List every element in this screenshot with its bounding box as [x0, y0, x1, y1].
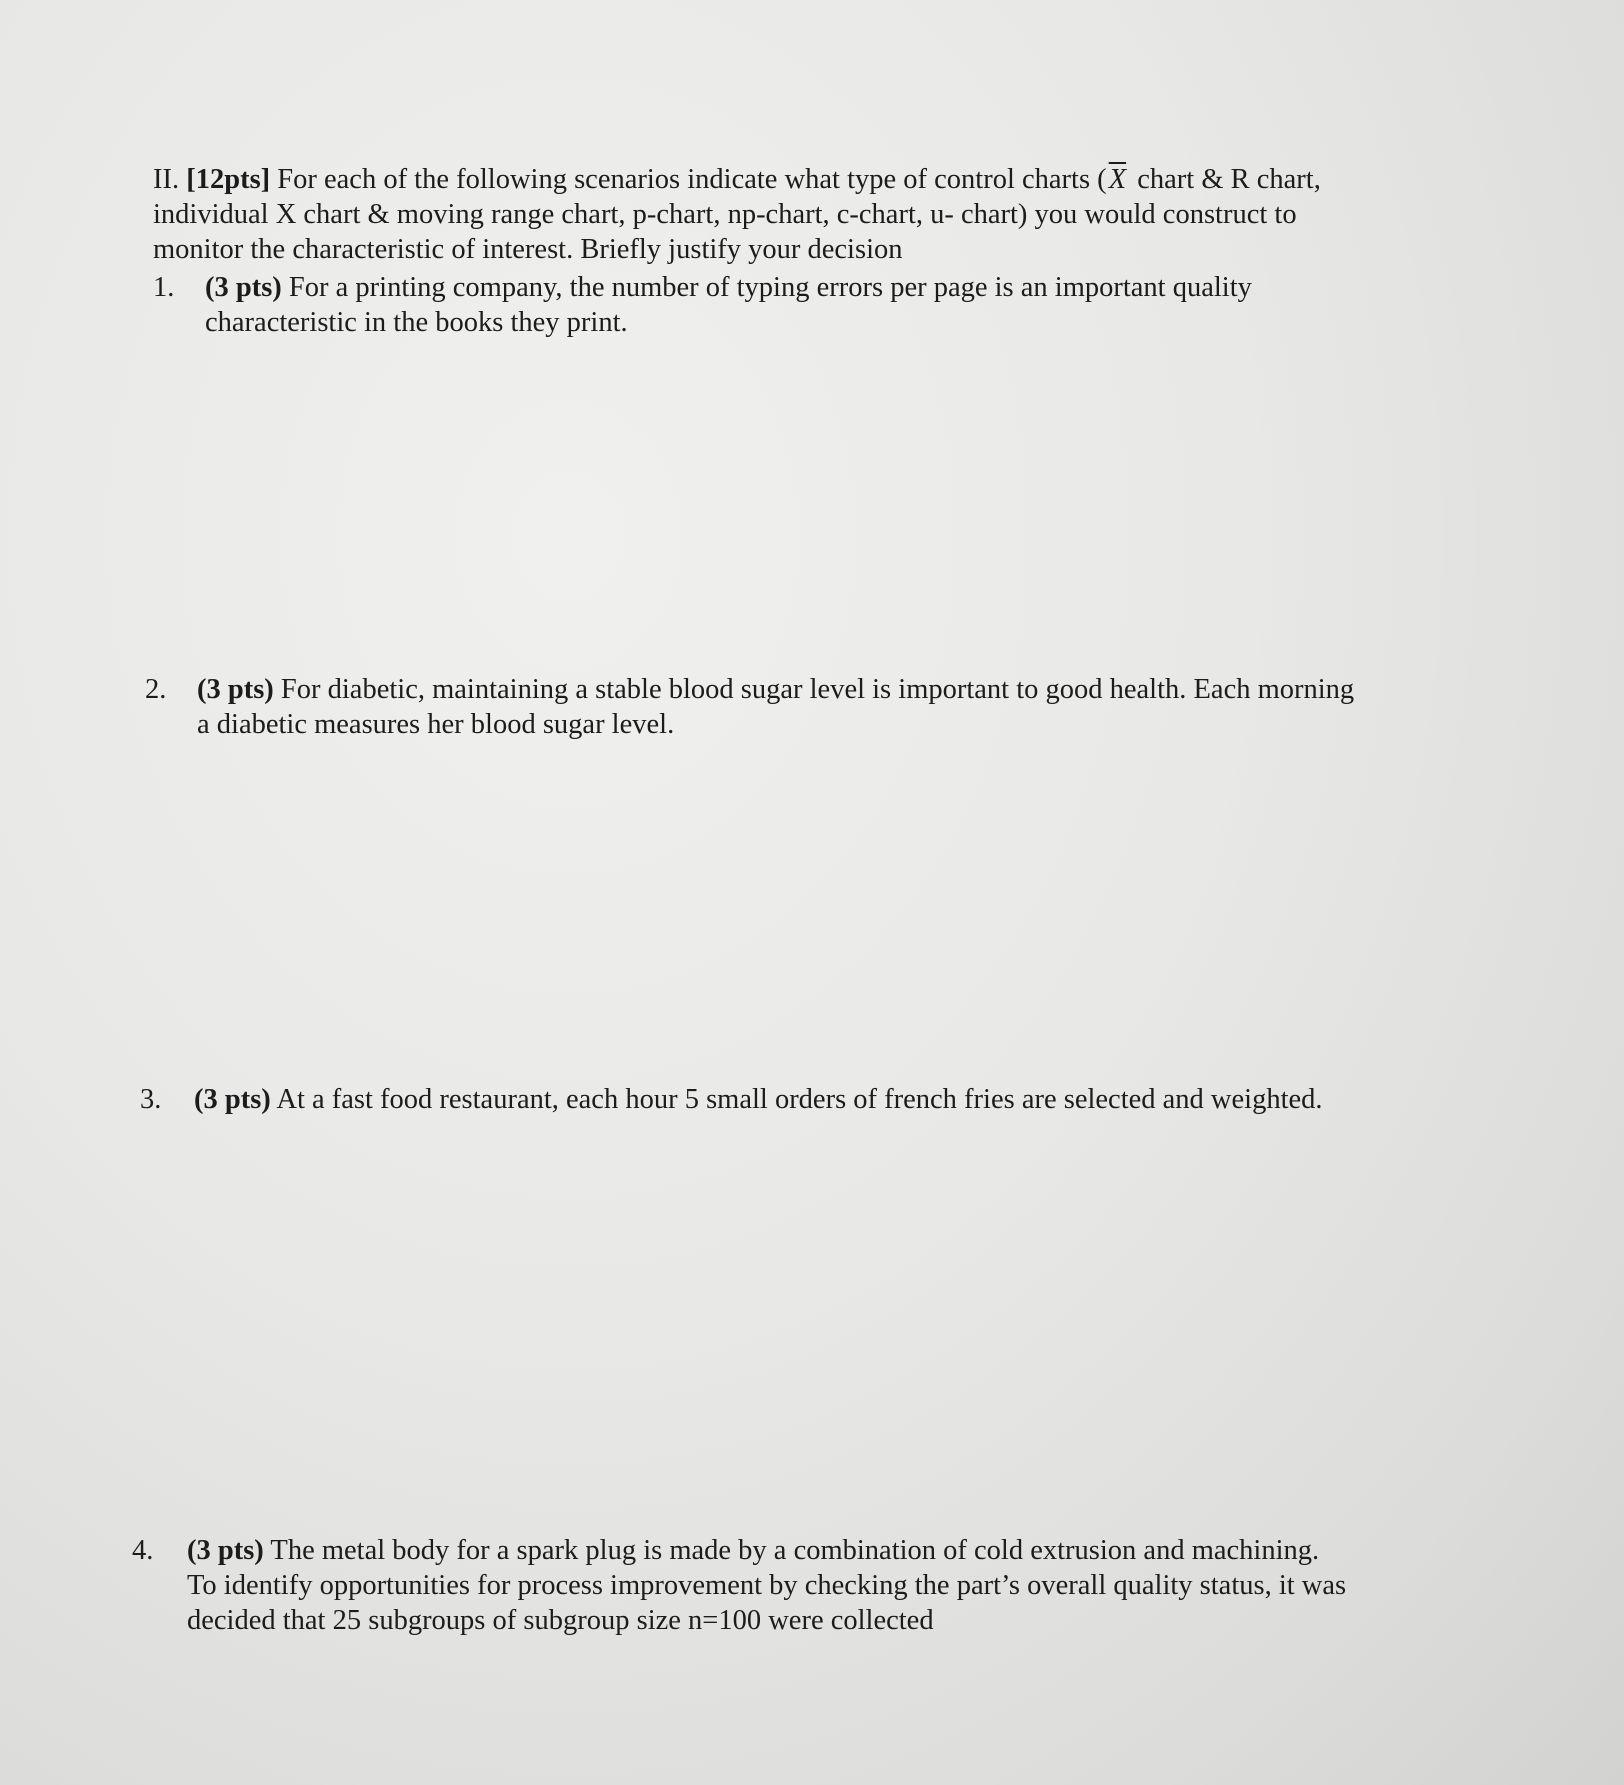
question-line: characteristic in the books they print. [205, 307, 628, 338]
question-points: (3 pts) [194, 1084, 271, 1115]
question-text: For a printing company, the number of typing errors per page is an important quality [288, 272, 1252, 303]
question-body [205, 270, 1252, 340]
intro-line-1 [153, 162, 1321, 197]
question-points: (3 pts) [205, 272, 282, 303]
question-line [205, 270, 1252, 305]
question-number: 2. [145, 674, 167, 705]
question-text: At a fast food restaurant, each hour 5 small orders of french fries are selected and weighted. [276, 1084, 1323, 1115]
question-text: The metal body for a spark plug is made by a combination of cold extrusion and machining. [270, 1535, 1320, 1566]
question-body [197, 672, 1354, 742]
section-number: II. [153, 164, 180, 195]
section-points: [12pts] [186, 164, 271, 195]
question-number: 4. [132, 1535, 154, 1566]
question-number: 3. [140, 1084, 162, 1115]
question-text: For diabetic, maintaining a stable blood sugar level is important to good health. Each morning [280, 674, 1355, 705]
intro-line-3: monitor the characteristic of interest. Briefly justify your decision [153, 234, 903, 265]
xbar-symbol: $\overline{X}$ [1108, 164, 1127, 195]
question-line [197, 672, 1354, 707]
section-intro [153, 162, 1321, 267]
question-points: (3 pts) [187, 1535, 264, 1566]
question-number: 1. [153, 272, 175, 303]
question-line: a diabetic measures her blood sugar level. [197, 709, 675, 740]
question-body [194, 1082, 1323, 1117]
question-line [194, 1082, 1323, 1117]
question-line: To identify opportunities for process improvement by checking the part’s overall quality status, it was [187, 1570, 1347, 1601]
intro-text: For each of the following scenarios indicate what type of control charts ( [277, 164, 1107, 195]
question-line [187, 1533, 1346, 1568]
question-line: decided that 25 subgroups of subgroup size n=100 were collected [187, 1605, 934, 1636]
intro-text-cont: chart & R chart, [1137, 164, 1321, 195]
question-body [187, 1533, 1346, 1638]
question-points: (3 pts) [197, 674, 274, 705]
intro-line-2: individual X chart & moving range chart, p-chart, np-chart, c-chart, u- chart) you would construct to [153, 199, 1297, 230]
